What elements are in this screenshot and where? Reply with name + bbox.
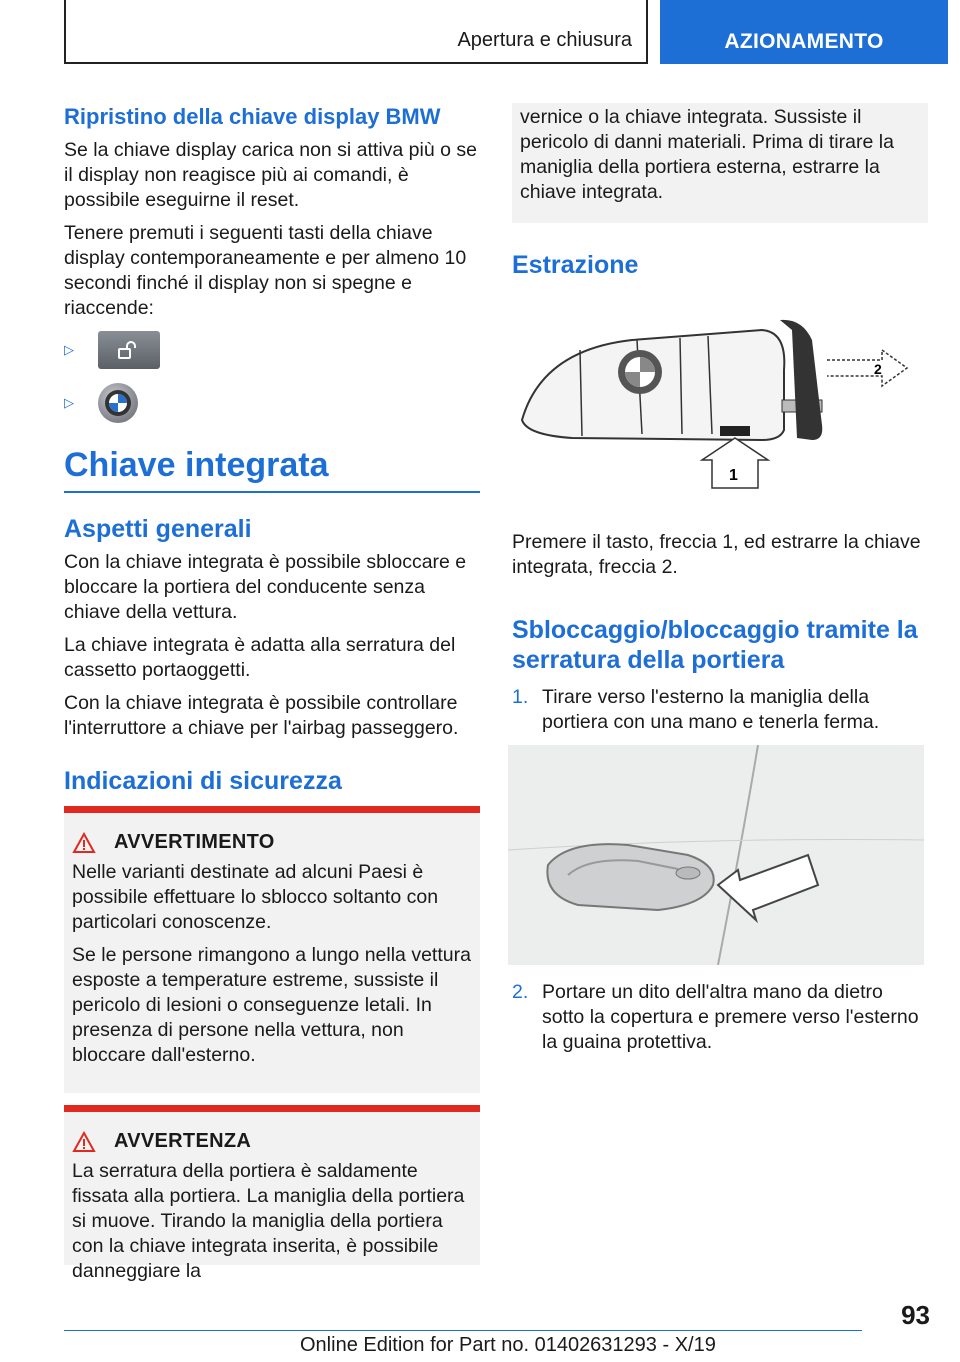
warning-2-header bbox=[72, 1130, 480, 1153]
left-column bbox=[64, 104, 480, 423]
warning-triangle-icon bbox=[72, 1131, 96, 1153]
extract-section bbox=[512, 250, 928, 280]
bullet-marker: ▷ bbox=[64, 342, 74, 357]
warning-2-title: AVVERTENZA bbox=[114, 1130, 252, 1152]
bullet-marker: ▷ bbox=[64, 395, 74, 410]
page-number: 93 bbox=[901, 1300, 930, 1330]
step-number: 2. bbox=[512, 981, 529, 1003]
warning-continuation-box bbox=[512, 103, 928, 223]
chiave-integrata-section bbox=[64, 446, 480, 493]
warning-continuation-text: vernice o la chiave integrata. Sussiste il pericolo di danni materiali. Prima di tirare la maniglia della portiera esterna, estrarre la chiave integrata. bbox=[520, 106, 894, 203]
unlock-section bbox=[512, 615, 928, 735]
step-text: Portare un dito dell'altra mano da dietro sotto la copertura e premere verso l'esterno la guaina protettiva. bbox=[542, 981, 919, 1053]
general-paragraph-2: La chiave integrata è adatta alla serratura del cassetto portaoggetti. bbox=[64, 634, 456, 681]
warning-triangle-icon bbox=[72, 832, 96, 854]
general-paragraph-3: Con la chiave integrata è possibile controllare l'interruttore a chiave per l'airbag passeggero. bbox=[64, 692, 459, 739]
step-number: 1. bbox=[512, 686, 529, 708]
bullet-unlock-key bbox=[64, 331, 480, 369]
warning-1-title: AVVERTIMENTO bbox=[114, 831, 275, 853]
reset-paragraph-2: Tenere premuti i seguenti tasti della chiave display contemporaneamente e per almeno 10 secondi finché il display non si spegne e riaccende: bbox=[64, 222, 467, 319]
safety-title: Indicazioni di sicurezza bbox=[64, 767, 342, 795]
arrow-1-label: 1 bbox=[729, 467, 738, 484]
warning-box-2 bbox=[64, 1105, 480, 1282]
warning-1-paragraph-1: Nelle varianti destinate ad alcuni Paesi è possibile effettuare lo sblocco soltanto con particolari conoscenze. bbox=[72, 861, 439, 933]
arrow-2-label: 2 bbox=[874, 361, 882, 377]
extract-paragraph: Premere il tasto, freccia 1, ed estrarre la chiave integrata, freccia 2. bbox=[512, 531, 921, 578]
step-2 bbox=[512, 980, 928, 1055]
bmw-logo-icon bbox=[98, 383, 138, 423]
key-extraction-illustration bbox=[512, 310, 928, 510]
header-box bbox=[64, 0, 648, 64]
chapter-tab: AZIONAMENTO bbox=[660, 0, 948, 64]
footer-rule bbox=[64, 1330, 862, 1331]
reset-title: Ripristino della chiave display BMW bbox=[64, 104, 441, 129]
safety-section bbox=[64, 766, 480, 796]
reset-paragraph-1: Se la chiave display carica non si attiva più o se il display non reagisce più ai comandi, è possibile eseguirne il reset. bbox=[64, 139, 477, 211]
general-title: Aspetti generali bbox=[64, 515, 252, 543]
unlock-title: Sbloccaggio/bloccaggio tramite la serratura della portiera bbox=[512, 616, 918, 674]
extract-title: Estrazione bbox=[512, 251, 639, 279]
door-handle-illustration bbox=[508, 745, 924, 965]
unlock-key-icon bbox=[98, 331, 160, 369]
general-paragraph-1: Con la chiave integrata è possibile sbloccare e bloccare la portiera del conducente senza chiave della vettura. bbox=[64, 551, 467, 623]
bullet-bmw-key bbox=[64, 383, 480, 423]
step-1 bbox=[512, 685, 928, 735]
warning-2-paragraph-1: La serratura della portiera è saldamente fissata alla portiera. La maniglia della portiera si muove. Tirando la maniglia della portiera con la chiave integrata inserita, è possibile danneggiare la bbox=[72, 1160, 465, 1282]
step-text: Tirare verso l'esterno la maniglia della portiera con una mano e tenerla ferma. bbox=[542, 686, 880, 733]
extract-paragraph-block bbox=[512, 530, 928, 588]
warning-1-paragraph-2: Se le persone rimangono a lungo nella vettura esposte a temperature estreme, sussiste il pericolo di lesioni o conseguenze letali. In presenza di persone nella vettura, non bloccare dall'esterno. bbox=[72, 944, 471, 1066]
step-2-block bbox=[512, 980, 928, 1055]
warning-box-1 bbox=[64, 806, 480, 1093]
edition-footer: Online Edition for Part no. 01402631293 - X/19 bbox=[300, 1334, 716, 1356]
warning-1-header bbox=[72, 831, 480, 854]
title-rule bbox=[64, 491, 480, 493]
main-title: Chiave integrata bbox=[64, 446, 329, 484]
general-section bbox=[64, 514, 480, 749]
section-title: Apertura e chiusura bbox=[457, 29, 632, 51]
